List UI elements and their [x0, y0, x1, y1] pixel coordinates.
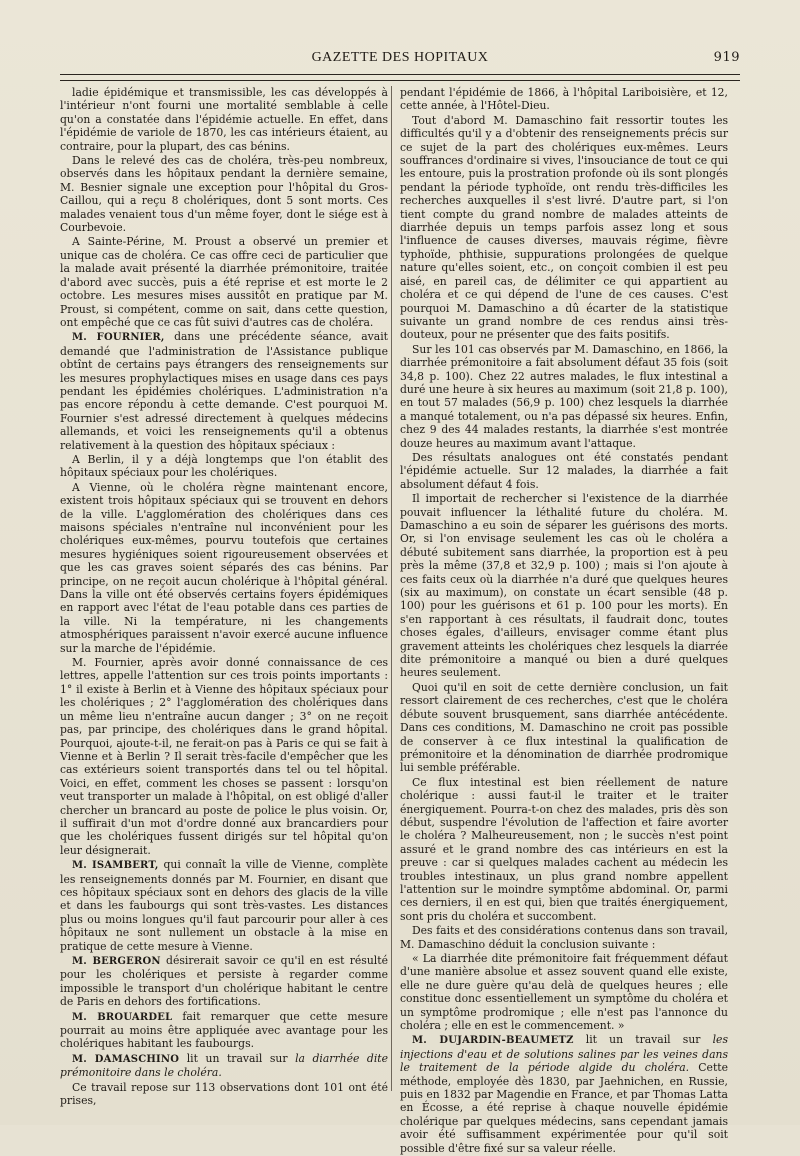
paragraph-text: A Sainte-Périne, M. Proust a observé un premier et unique cas de choléra. Ce cas offre ceci de particulier que la malade avait présenté la diarrhée prémonitoire, traitée d'abord avec succès, puis a été reprise et est morte le 2 octobre. Les mesures mises aussitôt en pratique par M. Proust, si compétent, comme on sait, dans cette question, ont empêché que ce cas fût suivi d'autres cas de choléra. — [60, 235, 388, 329]
paragraph — [60, 858, 388, 953]
column-divider — [391, 86, 392, 1091]
paragraph — [400, 924, 728, 951]
paragraph-text: « La diarrhée dite prémonitoire fait fréquemment défaut d'une manière absolue et assez souvent quand elle existe, elle ne dure guère qu'au delà de quelques heures ; elle constitue donc essentiellement un symptôme du choléra et un symptôme prodromique ; elle n'est pas l'annonce du choléra ; elle en est le commencement. » — [400, 952, 728, 1033]
paragraph-text: lit un travail sur — [186, 1051, 296, 1065]
speaker-name: M. BROUARDEL — [72, 1011, 173, 1023]
paragraph-text: pendant l'épidémie de 1866, à l'hôpital Lariboisière, et 12, cette année, à l'Hôtel-Dieu. — [400, 86, 728, 113]
paragraph — [60, 1010, 388, 1051]
paragraph-text: Il importait de rechercher si l'existence de la diarrhée pouvait influencer la léthalité future du choléra. M. Damaschino a eu soin de séparer les guérisons des morts. Or, si l'on envisage seulement les cas où le choléra a débuté subitement sans diarrhée, la proportion est à peu près la même (37,8 et 32,9 p. 100) ; mais si l'on ajoute à ces faits ceux où la diarrhée n'a duré que quelques heures (six au maximum), on constate un écart sensible (48 p. 100) pour les guérisons et 61 p. 100 pour les morts). En s'en rapportant à ces résultats, il faudrait donc, toutes choses égales, d'ailleurs, envisager comme étant plus gravement atteints les cholériques chez lesquels la diarrée dite prémonitoire a manqué ou bien a duré quelques heures seulement. — [400, 492, 728, 680]
right-column — [400, 86, 728, 1156]
paragraph-text: dans une précédente séance, avait demandé que l'administration de l'Assistance publique obtînt de certains pays étrangers des renseignements sur les mesures prophylactiques mises en usage dans ces pays pendant les épidémies cholériques. L'administration n'a pas encore répondu à cette demande. C'est pourquoi M. Fournier s'est adressé directement à quelques médecins allemands, et voici les renseignements qu'il a obtenus relativement à la question des hôpitaux spéciaux : — [60, 330, 388, 452]
paragraph-text: Ce flux intestinal est bien réellement de nature cholérique : aussi faut-il le traiter et le traiter énergiquement. Pourra-t-on chez des malades, pris dès son début, suspendre l'évolution de l'affection et faire avorter le choléra ? Malheureusement, non ; le succès n'est point assuré et le grand nombre des cas intérieurs en est la preuve : car si quelques malades cachent au médecin les troubles intestinaux, un plus grand nombre appellent l'attention sur le moindre symptôme abdominal. Or, parmi ces derniers, il en est qui, bien que traités énergiquement, sont pris du choléra et succombent. — [400, 775, 728, 923]
paragraph — [400, 1033, 728, 1155]
paragraph-text: Tout d'abord M. Damaschino fait ressortir toutes les difficultés qu'il y a d'obtenir des renseignements précis sur ce sujet de la part des cholériques eux-mêmes. Leurs souffrances d'ordinaire si vives, l'insouciance de tout ce qui les entoure, puis la prostration profonde où ils sont plongés pendant la période typhoïde, ont rendu très-difficiles les recherches auxquelles il s'est livré. D'autre part, si l'on tient compte du grand nombre de malades atteints de diarrhée depuis un temps parfois assez long et sous l'influence de causes diverses, mauvais régime, fièvre typhoïde, phthisie, suppurations prolongées de quelque nature qu'elles soient, etc., on conçoit combien il est peu aisé, en pareil cas, de délimiter ce qui appartient au choléra et ce qui dépend de l'une de ces causes. C'est pourquoi M. Damaschino a dû écarter de la statistique suivante un grand nombre de ces rendus ainsi très-douteux, pour ne présenter que des faits positifs. — [400, 113, 728, 342]
paragraph — [400, 86, 728, 113]
speaker-name: M. ISAMBERT, — [72, 860, 159, 872]
paragraph — [60, 481, 388, 655]
paragraph — [60, 154, 388, 234]
paragraph — [400, 343, 728, 450]
paragraph-text-continued: Cette méthode, employée dès 1830, par Jaehnichen, en Russie, puis en 1832 par Magendie en France, et par Thomas Latta en Écosse, a été reprise à chaque nouvelle épidémie cholérique par quelques médecins, sans cependant jamais avoir été suffisamment expérimentée pour qu'il soit possible d'être fixé sur sa valeur réelle. — [400, 1061, 729, 1155]
paragraph — [60, 235, 388, 329]
paragraph-text: qui connaît la ville de Vienne, complète les renseignements donnés par M. Fournier, en disant que ces hôpitaux spéciaux sont en dehors des glacis de la ville et dans les faubourgs qui sont très-vastes. Les distances plus ou moins longues qu'il faut parcourir pour aller à ces hôpitaux ne sont nullement un obstacle à la mise en pratique de cette mesure à Vienne. — [60, 858, 388, 953]
paragraph — [60, 86, 388, 153]
paragraph-text: Sur les 101 cas observés par M. Damaschino, en 1866, la diarrhée prémonitoire a fait absolument défaut 35 fois (soit 34,8 p. 100). Chez 22 autres malades, le flux intestinal a duré une heure à six heures au maximum (soit 21,8 p. 100), en tout 57 malades (56,9 p. 100) chez lesquels la diarrhée a manqué totalement, ou n'a pas dépassé six heures. Enfin, chez 9 des 44 malades restants, la diarrhée s'est montrée douze heures au maximum avant l'attaque. — [400, 342, 728, 450]
italic-title: la diarrhée dite prémonitoire dans le choléra. — [60, 1051, 388, 1080]
header-rule — [60, 74, 740, 81]
paragraph-text: Dans le relevé des cas de choléra, très-peu nombreux, observés dans les hôpitaux pendant la dernière semaine, M. Besnier signale une exception pour l'hôpital du Gros-Caillou, qui a reçu 8 cholériques, dont 5 sont morts. Ces malades venaient tous d'un même foyer, dont le siége est à Courbevoie. — [60, 154, 388, 235]
paragraph-text: lit un travail sur — [585, 1033, 713, 1047]
paragraph — [400, 492, 728, 680]
paragraph-text: A Vienne, où le choléra règne maintenant encore, existent trois hôpitaux spéciaux qui se trouvent en dehors de la ville. L'agglomération des cholériques dans ces maisons spéciales n'entraîne nul inconvénient pour les cholériques eux-mêmes, pourvu toutefois que certaines mesures hygiéniques soient rigoureusement observées et que les cas graves soient séparés des cas bénins. Par principe, on ne reçoit aucun cholérique à l'hôpital général. Dans la ville ont été observés certains foyers épidémiques en rapport avec l'état de l'eau potable dans ces parties de la ville. Ni la température, ni les changements atmosphériques paraissent n'avoir exercé aucune influence sur la marche de l'épidémie. — [60, 480, 388, 655]
paragraph — [400, 114, 728, 342]
page-number: 919 — [713, 50, 740, 65]
paragraph-text: M. Fournier, après avoir donné connaissance de ces lettres, appelle l'attention sur ces trois points importants : 1° il existe à Berlin et à Vienne des hôpitaux spéciaux pour les cholériques ; 2° l'agglomération des cholériques dans un même lieu n'entraîne aucun danger ; 3° on ne reçoit pas, par principe, des cholériques dans le grand hôpital. Pourquoi, ajoute-t-il, ne ferait-on pas à Paris ce qui se fait à Vienne et à Berlin ? Il serait très-facile d'empêcher que les cas extérieurs soient transportés dans tel ou tel hôpital. Voici, en effet, comment les choses se passent : lorsqu'on veut transporter un malade à l'hôpital, on est obligé d'aller chercher un brancard au poste de police le plus voisin. Or, il suffirait d'un mot d'ordre donné aux brancardiers pour que les cholériques fussent dirigés sur tel hôpital qu'on leur désignerait. — [60, 656, 388, 857]
paragraph-text: désirerait savoir ce qu'il en est résulté pour les cholériques et persiste à regarder comme impossible le transport d'un cholérique habitant le centre de Paris en dehors des fortifications. — [60, 954, 388, 1009]
left-column — [60, 86, 388, 1108]
paragraph-text: A Berlin, il y a déjà longtemps que l'on établit des hôpitaux spéciaux pour les cholériques. — [60, 452, 388, 480]
paragraph-text: Ce travail repose sur 113 observations dont 101 ont été prises, — [60, 1080, 388, 1108]
speaker-name: M. FOURNIER, — [72, 332, 165, 344]
paragraph — [400, 681, 728, 775]
paragraph-text: Quoi qu'il en soit de cette dernière conclusion, un fait ressort clairement de ces recherches, c'est que le choléra débute souvent brusquement, sans diarrhée antécédente. Dans ces conditions, M. Damaschino ne croit pas possible de conserver à ce flux intestinal la qualification de prémonitoire et la dénomination de diarrhée prodromique lui semble préférable. — [400, 680, 728, 775]
speaker-name: M. DUJARDIN-BEAUMETZ — [412, 1035, 574, 1047]
speaker-name: M. BERGERON — [72, 956, 161, 967]
paragraph-text: Des résultats analogues ont été constatés pendant l'épidémie actuelle. Sur 12 malades, la diarrhée a fait absolument défaut 4 fois. — [400, 450, 728, 491]
paragraph — [400, 952, 728, 1032]
running-head — [60, 50, 740, 72]
paragraph-text: fait remarquer que cette mesure pourrait au moins être appliquée avec avantage pour les cholériques habitant les faubourgs. — [60, 1009, 388, 1051]
paragraph-text: Des faits et des considérations contenus dans son travail, M. Damaschino déduit la conclusion suivante : — [400, 924, 728, 951]
paragraph-text: ladie épidémique et transmissible, les cas développés à l'intérieur n'ont fourni une mortalité semblable à celle qu'on a constatée dans l'épidémie actuelle. En effet, dans l'épidémie de variole de 1870, les cas intérieurs étaient, au contraire, pour la plupart, des cas bénins. — [60, 86, 388, 153]
paragraph — [60, 1052, 388, 1080]
italic-title: les injections d'eau et de solutions salines par les veines dans le traitement de la période algide du choléra. — [400, 1033, 728, 1075]
paragraph — [60, 954, 388, 1009]
paragraph — [60, 656, 388, 857]
paragraph — [400, 776, 728, 923]
journal-title: GAZETTE DES HOPITAUX — [311, 50, 489, 65]
paragraph — [60, 453, 388, 480]
paragraph — [400, 451, 728, 491]
speaker-name: M. DAMASCHINO — [72, 1053, 180, 1065]
paragraph — [60, 1081, 388, 1108]
paragraph — [60, 330, 388, 452]
